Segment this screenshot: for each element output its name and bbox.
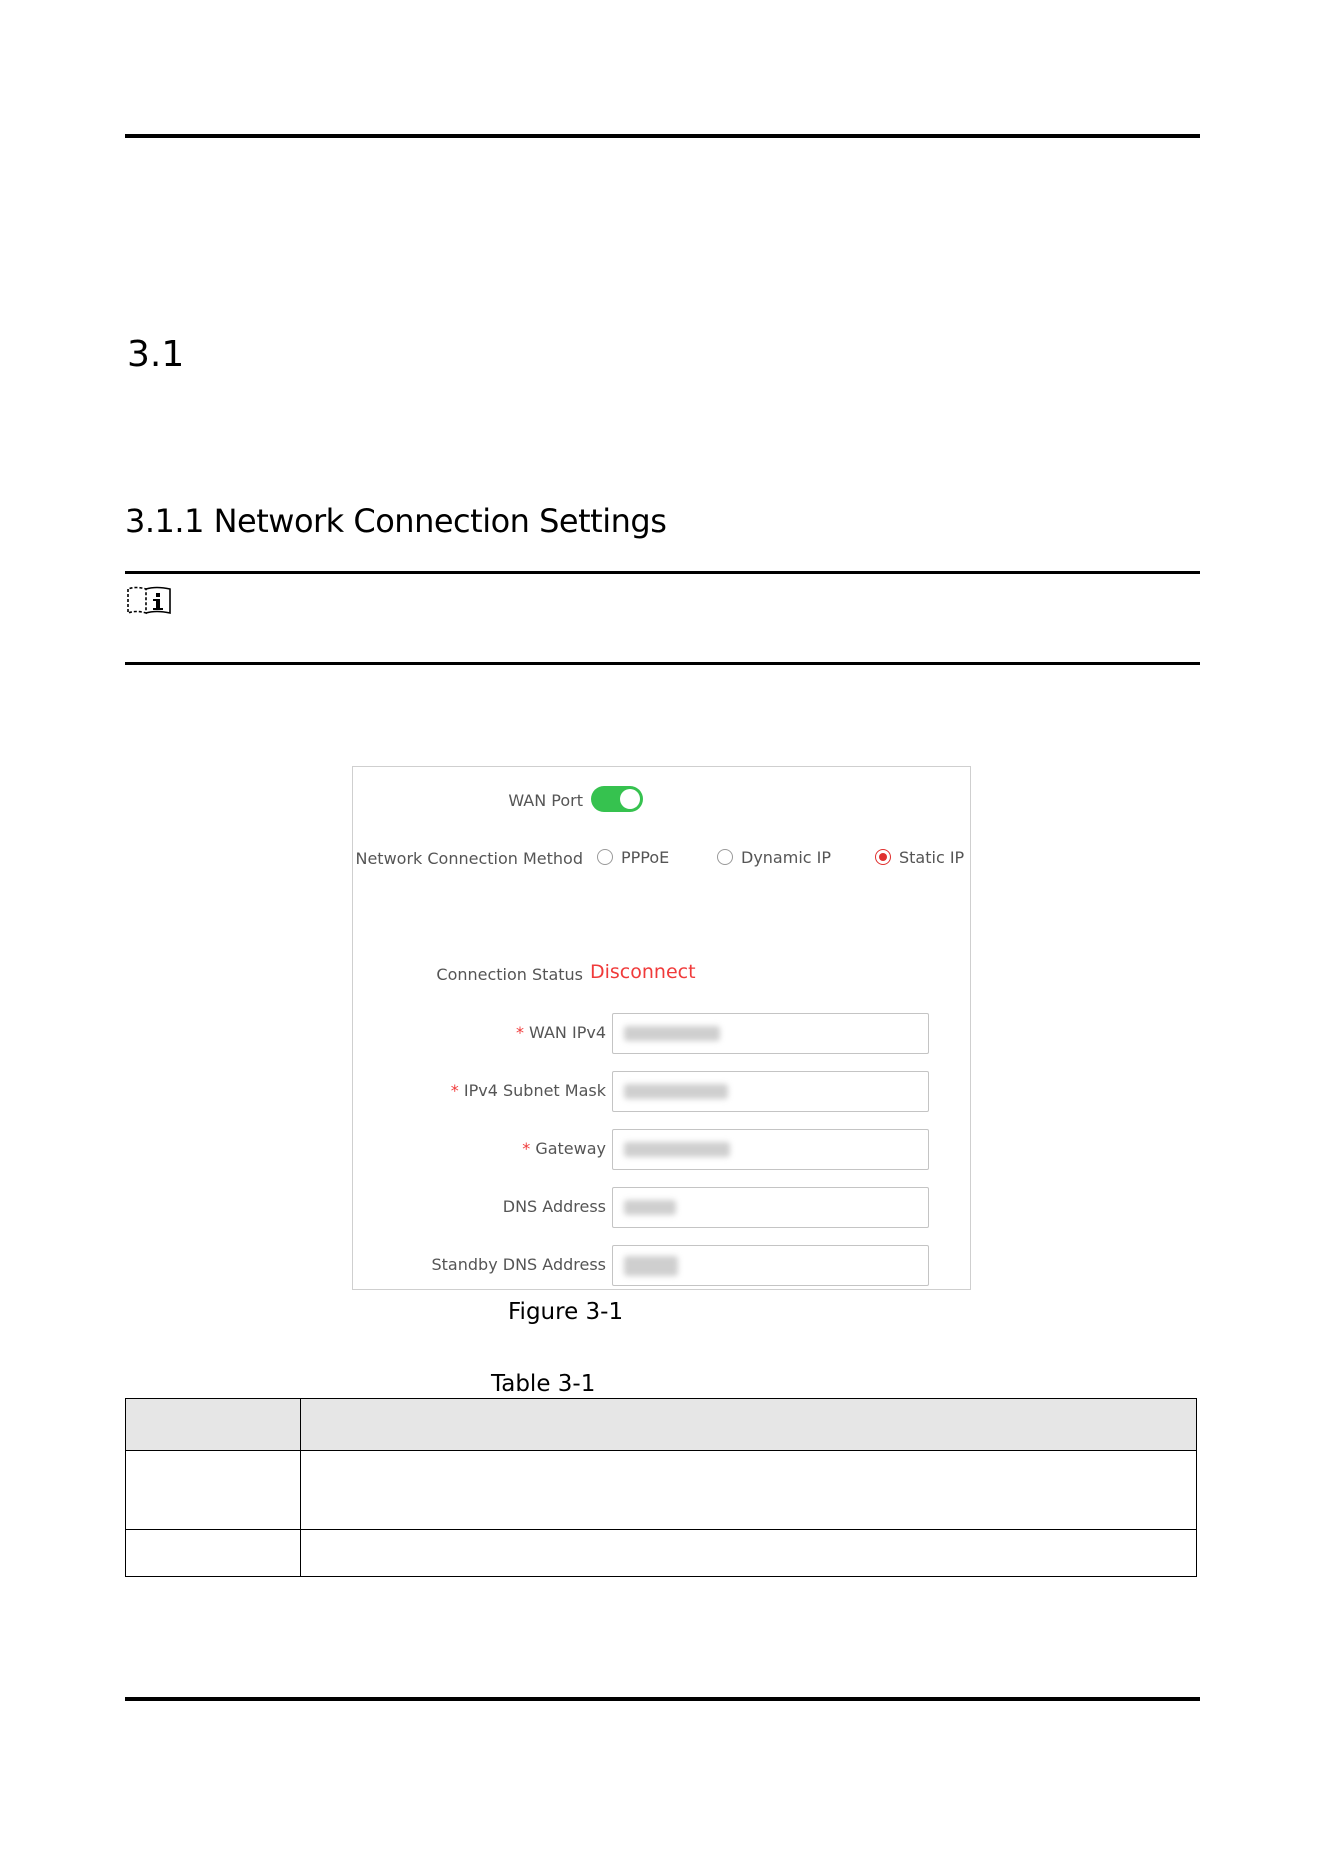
subnet-mask-label-text: IPv4 Subnet Mask — [463, 1081, 606, 1100]
table-cell — [301, 1530, 1197, 1577]
dns-address-label: DNS Address — [502, 1197, 606, 1216]
gateway-input[interactable] — [612, 1129, 929, 1170]
table-header-cell — [301, 1399, 1197, 1451]
subsection-title: 3.1.1 Network Connection Settings — [125, 502, 667, 540]
connection-status-value: Disconnect — [590, 961, 696, 983]
wan-port-label: WAN Port — [508, 791, 583, 810]
figure-caption: Figure 3-1 — [508, 1299, 624, 1325]
network-settings-figure — [352, 766, 971, 1290]
wan-ipv4-label-text: WAN IPv4 — [529, 1023, 606, 1042]
subnet-mask-input[interactable] — [612, 1071, 929, 1112]
table-row — [126, 1451, 1197, 1530]
gateway-label-text: Gateway — [535, 1139, 606, 1158]
standby-dns-label: Standby DNS Address — [431, 1255, 606, 1274]
wan-ipv4-label — [516, 1023, 606, 1042]
radio-pppoe-label[interactable]: PPPoE — [621, 848, 670, 867]
radio-pppoe[interactable] — [597, 849, 613, 865]
table-caption: Table 3-1 — [491, 1371, 596, 1397]
wan-ipv4-input[interactable] — [612, 1013, 929, 1054]
note-top-rule — [125, 571, 1200, 574]
required-mark: * — [450, 1081, 459, 1100]
required-mark: * — [515, 1023, 524, 1042]
section-number: 3.1 — [127, 334, 185, 375]
redacted-value — [624, 1200, 676, 1215]
radio-static-ip[interactable] — [875, 849, 891, 865]
table-row — [126, 1530, 1197, 1577]
table-header-cell — [126, 1399, 301, 1451]
redacted-value — [624, 1026, 720, 1041]
table-cell — [301, 1451, 1197, 1530]
subnet-mask-label — [451, 1081, 606, 1100]
parameter-table — [125, 1398, 1197, 1577]
table-header-row — [126, 1399, 1197, 1451]
header-rule — [125, 134, 1200, 138]
redacted-value — [624, 1256, 678, 1276]
gateway-label — [522, 1139, 606, 1158]
redacted-value — [624, 1084, 728, 1099]
note-bottom-rule — [125, 662, 1200, 665]
table-cell — [126, 1530, 301, 1577]
wan-port-toggle[interactable] — [591, 786, 643, 812]
dns-address-input[interactable] — [612, 1187, 929, 1228]
radio-dynamic-ip-label[interactable]: Dynamic IP — [741, 848, 832, 867]
footer-rule — [125, 1697, 1200, 1701]
radio-static-ip-label[interactable]: Static IP — [899, 848, 965, 867]
table-cell — [126, 1451, 301, 1530]
required-mark: * — [522, 1139, 531, 1158]
note-book-info-icon — [126, 585, 172, 617]
connection-status-label: Connection Status — [436, 965, 583, 984]
radio-dynamic-ip[interactable] — [717, 849, 733, 865]
connection-method-label: Network Connection Method — [355, 849, 583, 868]
redacted-value — [624, 1142, 730, 1157]
standby-dns-input[interactable] — [612, 1245, 929, 1286]
toggle-knob — [620, 789, 640, 809]
